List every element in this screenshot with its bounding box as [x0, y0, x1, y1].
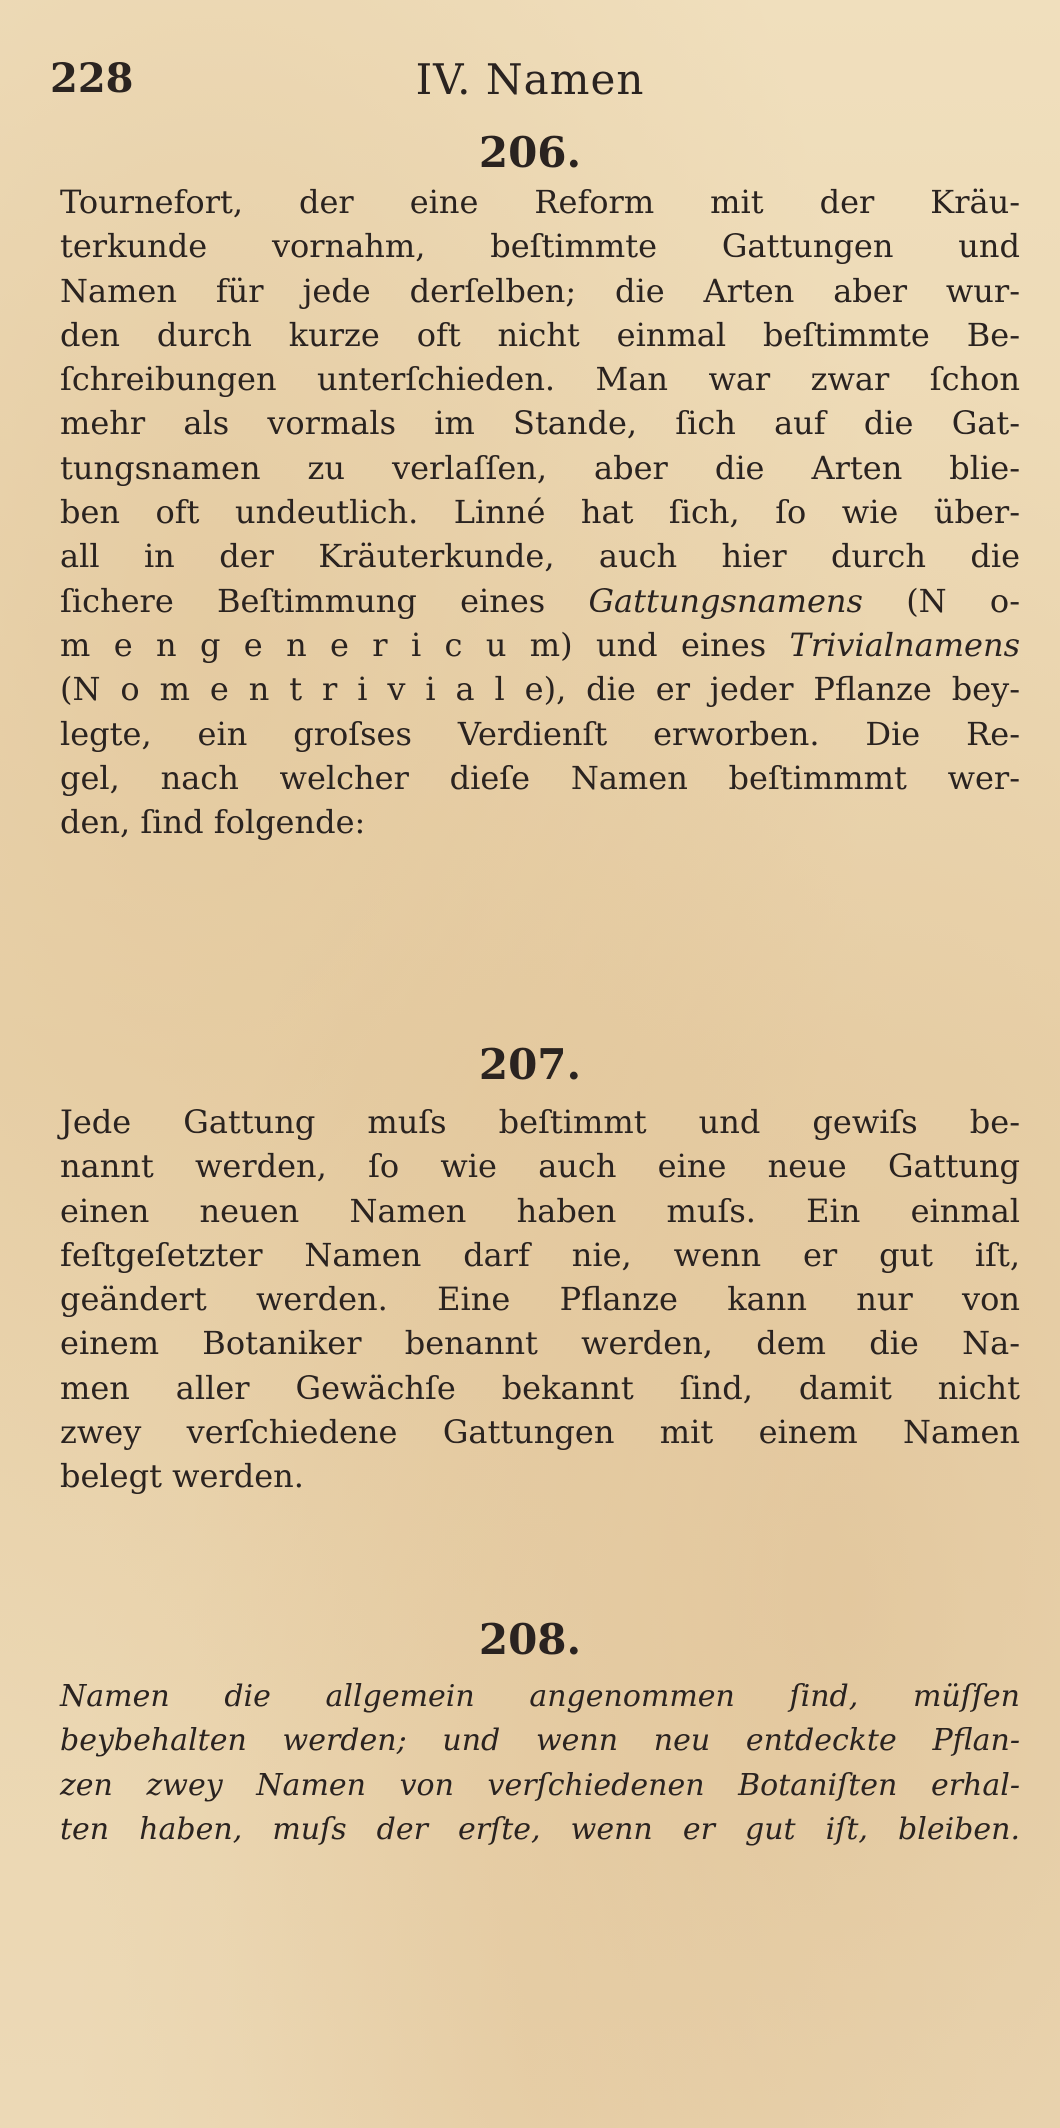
text-line: Namen die allgemein angenommen ſind, müſſen	[60, 1679, 1020, 1714]
text-line: einen neuen Namen haben muſs. Ein einmal	[60, 1191, 1020, 1230]
text-line: den durch kurze oft nicht einmal beſtimmte Be-	[60, 315, 1020, 354]
text-line: beybehalten werden; und wenn neu entdeckte Pflan-	[60, 1723, 1020, 1759]
text-fragment: ſichere Beſtimmung eines	[60, 581, 546, 620]
text-line: belegt werden.	[60, 1457, 304, 1496]
text-line: den, ſind folgende:	[60, 803, 366, 842]
italic-term-trivialnamens: Trivialnamens	[789, 625, 1021, 664]
text-line: geändert werden. Eine Pflanze kann nur von	[60, 1280, 1020, 1319]
italic-term-gattungsnamens: Gattungsnamens	[588, 581, 863, 620]
text-line: ten haben, muſs der erſte, wenn er gut iſt, bleiben.	[60, 1811, 1020, 1847]
text-line: ſchreibungen unterſchieden. Man war zwar ſchon	[60, 360, 1020, 399]
page-number: 228	[50, 55, 134, 102]
text-line: men aller Gewächſe bekannt ſind, damit nicht	[60, 1368, 1020, 1407]
text-line: zen zwey Namen von verſchiedenen Botaniſten erhal-	[60, 1767, 1020, 1803]
text-line: tungsnamen zu verlaſſen, aber die Arten blie-	[60, 448, 1020, 487]
text-line: terkunde vornahm, beſtimmte Gattungen und	[60, 227, 1020, 266]
text-line: zwey verſchiedene Gattungen mit einem Namen	[60, 1413, 1020, 1452]
section-number-206: 206.	[478, 128, 582, 177]
text-line: legte, ein groſses Verdienſt erworben. Die Re-	[60, 714, 1020, 753]
text-line: Jede Gattung muſs beſtimmt und gewiſs be-	[60, 1103, 1020, 1141]
page-header	[0, 55, 1060, 115]
text-fragment: m e n g e n e r i c u m) und eines	[60, 625, 767, 664]
text-line: all in der Kräuterkunde, auch hier durch die	[60, 537, 1020, 576]
text-line: feſtgeſetzter Namen darf nie, wenn er gut iſt,	[60, 1235, 1020, 1274]
text-line: Namen für jede derſelben; die Arten aber wur-	[60, 271, 1020, 310]
section-number-207: 207.	[478, 1040, 582, 1089]
section-number-208: 208.	[478, 1615, 582, 1664]
text-line: ben oft undeutlich. Linné hat ſich, ſo wie über-	[60, 493, 1020, 532]
text-line-with-italic	[60, 579, 1020, 623]
text-line-with-italic	[60, 623, 1020, 667]
text-line: nannt werden, ſo wie auch eine neue Gattung	[60, 1147, 1020, 1186]
text-line: gel, nach welcher dieſe Namen beſtimmmt wer-	[60, 758, 1020, 797]
paragraph-206	[60, 180, 1020, 844]
text-line: (N o m e n t r i v i a l e), die er jeder Pflanze bey-	[60, 670, 1020, 709]
running-head: IV. Namen	[415, 55, 645, 104]
paragraph-207	[60, 1100, 1020, 1499]
text-fragment: (N o-	[906, 581, 1020, 620]
text-line: einem Botaniker benannt werden, dem die Na-	[60, 1324, 1020, 1363]
paragraph-208	[60, 1675, 1020, 1852]
text-line: Tournefort, der eine Reform mit der Kräu-	[60, 183, 1020, 221]
text-line: mehr als vormals im Stande, ſich auf die Gat-	[60, 404, 1020, 443]
